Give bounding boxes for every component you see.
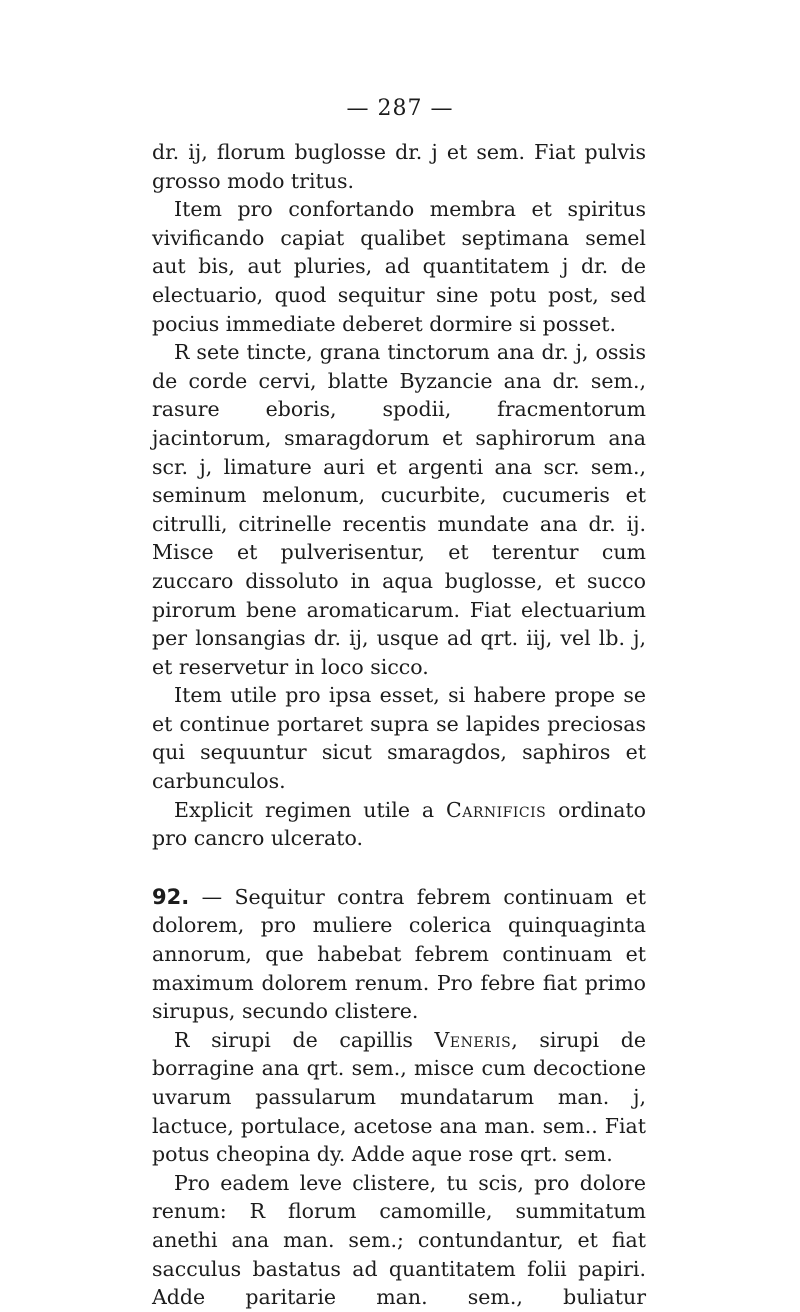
paragraph: Item utile pro ipsa esset, si habere prope se et continue portaret supra se lapides preciosas qui sequuntur sicut smaragdos, saphiros et carbunculos. — [152, 683, 646, 794]
section-number: 92. — [152, 884, 190, 909]
paragraph-text: R sirupi de capillis — [174, 1027, 435, 1052]
paragraph-text: ordinato pro cancro ulcerato. — [152, 797, 647, 851]
paragraph-text: , sirupi de borragine ana qrt. sem., misce cum decoctione uvarum passularum mundatarum man. j, lactuce, portulace, acetose ana man. sem.. Fiat potus cheopina dy. Adde aque rose qrt. sem. — [152, 1027, 646, 1167]
page-number: — 287 — — [346, 96, 454, 121]
section-gap — [152, 853, 646, 883]
paragraph — [152, 883, 646, 1026]
text-body — [152, 138, 646, 1312]
paragraph: Item pro confortando membra et spiritus vivificando capiat qualibet septimana semel aut bis, aut pluries, ad quantitatem j dr. de electuario, quod sequitur sine potu post, sed pocius immediate deberet dormire si posset. — [152, 197, 646, 336]
author-name: Carnificis — [446, 797, 547, 822]
paragraph — [152, 1026, 646, 1169]
paragraph — [152, 796, 646, 853]
paragraph: R sete tincte, grana tinctorum ana dr. j, ossis de corde cervi, blatte Byzancie ana dr. sem., rasure eboris, spodii, fracmentorum jacintorum, smaragdorum et saphirorum ana scr. j, limature auri et argenti ana scr. sem., seminum melonum, cucurbite, cucumeris et citrulli, citrinelle recentis mundate ana dr. ij. Misce et pulverisentur, et terentur cum zuccaro dissoluto in aqua buglosse, et succo pirorum bene aromaticarum. Fiat electuarium per lonsangias dr. ij, usque ad qrt. iij, vel lb. j, et reservetur in loco sicco. — [152, 340, 646, 679]
paragraph: Pro eadem leve clistere, tu scis, pro dolore renum: R florum camomille, summitatum anethi ana man. sem.; contundantur, et fiat sacculus bastatus ad quantitatem folii papiri. Adde paritarie man. sem., buliatur — [152, 1170, 646, 1310]
deity-name: Veneris — [434, 1027, 512, 1052]
paragraph: dr. ij, florum buglosse dr. j et sem. Fiat pulvis grosso modo tritus. — [152, 140, 646, 193]
paragraph-text: — Sequitur contra febrem continuam et dolorem, pro muliere colerica quinquaginta annorum, que habebat febrem continuam et maximum dolorem renum. Pro febre fiat primo sirupus, secundo clistere. — [152, 884, 646, 1024]
paragraph-text: Explicit regimen utile a — [174, 797, 447, 822]
